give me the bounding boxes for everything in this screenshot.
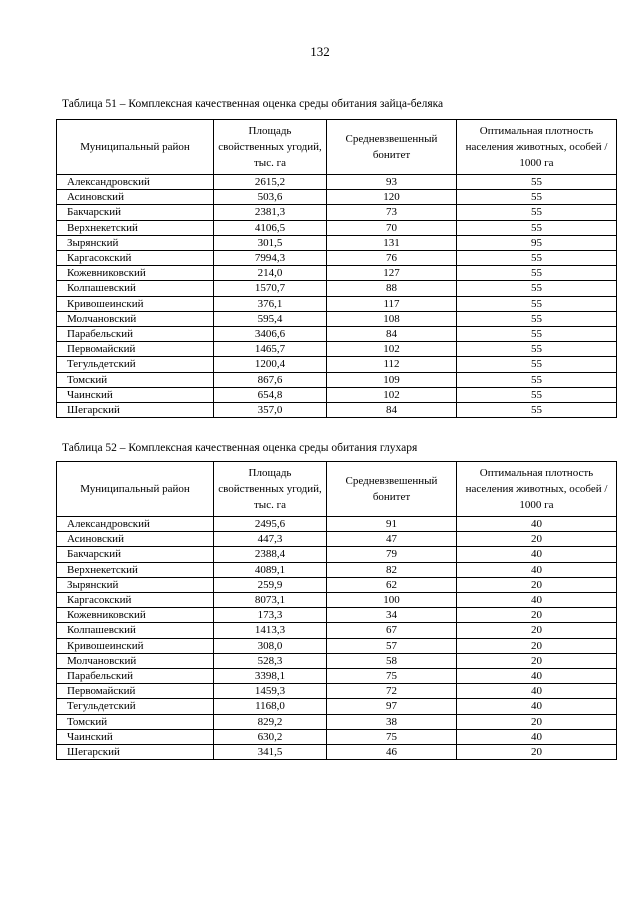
table-row xyxy=(57,327,617,342)
header-bonitet: Средневзвешенный бонитет xyxy=(327,462,457,517)
cell-district: Шегарский xyxy=(57,745,214,760)
cell-area: 1413,3 xyxy=(214,623,327,638)
cell-district: Первомайский xyxy=(57,684,214,699)
table-header-row xyxy=(57,120,617,175)
cell-district: Колпашевский xyxy=(57,281,214,296)
cell-density: 20 xyxy=(457,623,617,638)
cell-area: 447,3 xyxy=(214,532,327,547)
table-row xyxy=(57,547,617,562)
cell-bonitet: 100 xyxy=(327,593,457,608)
cell-district: Александровский xyxy=(57,517,214,532)
cell-bonitet: 120 xyxy=(327,190,457,205)
header-area: Площадь свойственных угодий, тыс. га xyxy=(214,120,327,175)
cell-bonitet: 79 xyxy=(327,547,457,562)
cell-density: 55 xyxy=(457,266,617,281)
cell-density: 55 xyxy=(457,327,617,342)
cell-district: Парабельский xyxy=(57,327,214,342)
table-row xyxy=(57,357,617,372)
cell-density: 55 xyxy=(457,251,617,266)
cell-area: 2495,6 xyxy=(214,517,327,532)
cell-bonitet: 57 xyxy=(327,638,457,653)
table-row xyxy=(57,175,617,190)
table-51 xyxy=(56,119,617,418)
cell-area: 7994,3 xyxy=(214,251,327,266)
cell-district: Кривошеинский xyxy=(57,296,214,311)
cell-district: Верхнекетский xyxy=(57,562,214,577)
header-density: Оптимальная плотность населения животных, особей / 1000 га xyxy=(457,120,617,175)
cell-area: 2381,3 xyxy=(214,205,327,220)
table-row xyxy=(57,205,617,220)
cell-district: Асиновский xyxy=(57,532,214,547)
cell-density: 55 xyxy=(457,220,617,235)
cell-density: 20 xyxy=(457,608,617,623)
cell-density: 20 xyxy=(457,745,617,760)
cell-bonitet: 67 xyxy=(327,623,457,638)
table-row xyxy=(57,577,617,592)
cell-bonitet: 70 xyxy=(327,220,457,235)
cell-area: 1168,0 xyxy=(214,699,327,714)
cell-district: Колпашевский xyxy=(57,623,214,638)
cell-bonitet: 88 xyxy=(327,281,457,296)
cell-bonitet: 93 xyxy=(327,175,457,190)
cell-density: 20 xyxy=(457,577,617,592)
cell-area: 1465,7 xyxy=(214,342,327,357)
cell-area: 3398,1 xyxy=(214,669,327,684)
cell-bonitet: 102 xyxy=(327,342,457,357)
header-area: Площадь свойственных угодий, тыс. га xyxy=(214,462,327,517)
cell-density: 55 xyxy=(457,296,617,311)
cell-area: 3406,6 xyxy=(214,327,327,342)
cell-density: 55 xyxy=(457,342,617,357)
cell-area: 214,0 xyxy=(214,266,327,281)
cell-district: Парабельский xyxy=(57,669,214,684)
cell-area: 867,6 xyxy=(214,372,327,387)
page-number: 132 xyxy=(310,44,330,59)
header-district: Муниципальный район xyxy=(57,120,214,175)
table-row xyxy=(57,593,617,608)
cell-district: Зырянский xyxy=(57,235,214,250)
cell-density: 55 xyxy=(457,403,617,418)
table-row xyxy=(57,296,617,311)
cell-density: 95 xyxy=(457,235,617,250)
cell-area: 1570,7 xyxy=(214,281,327,296)
cell-area: 1459,3 xyxy=(214,684,327,699)
cell-density: 40 xyxy=(457,593,617,608)
table-row xyxy=(57,372,617,387)
cell-bonitet: 82 xyxy=(327,562,457,577)
cell-district: Асиновский xyxy=(57,190,214,205)
table-header-row xyxy=(57,462,617,517)
cell-area: 654,8 xyxy=(214,387,327,402)
cell-district: Александровский xyxy=(57,175,214,190)
cell-area: 2388,4 xyxy=(214,547,327,562)
cell-area: 341,5 xyxy=(214,745,327,760)
table-row xyxy=(57,235,617,250)
cell-bonitet: 108 xyxy=(327,311,457,326)
cell-density: 20 xyxy=(457,638,617,653)
cell-district: Молчановский xyxy=(57,653,214,668)
cell-density: 40 xyxy=(457,729,617,744)
header-density: Оптимальная плотность населения животных, особей / 1000 га xyxy=(457,462,617,517)
cell-area: 357,0 xyxy=(214,403,327,418)
cell-density: 40 xyxy=(457,517,617,532)
cell-area: 4106,5 xyxy=(214,220,327,235)
cell-district: Каргасокский xyxy=(57,593,214,608)
cell-district: Кривошеинский xyxy=(57,638,214,653)
cell-density: 20 xyxy=(457,714,617,729)
cell-area: 308,0 xyxy=(214,638,327,653)
cell-district: Кожевниковский xyxy=(57,266,214,281)
table-row xyxy=(57,562,617,577)
cell-bonitet: 109 xyxy=(327,372,457,387)
cell-area: 301,5 xyxy=(214,235,327,250)
cell-bonitet: 102 xyxy=(327,387,457,402)
cell-bonitet: 34 xyxy=(327,608,457,623)
table-row xyxy=(57,403,617,418)
cell-district: Бакчарский xyxy=(57,547,214,562)
cell-area: 8073,1 xyxy=(214,593,327,608)
cell-bonitet: 46 xyxy=(327,745,457,760)
table-row xyxy=(57,387,617,402)
cell-district: Томский xyxy=(57,714,214,729)
table-row xyxy=(57,532,617,547)
table-52 xyxy=(56,461,617,760)
cell-density: 40 xyxy=(457,699,617,714)
cell-bonitet: 117 xyxy=(327,296,457,311)
cell-bonitet: 75 xyxy=(327,729,457,744)
table-row xyxy=(57,684,617,699)
table-52-body xyxy=(57,517,617,760)
table-row xyxy=(57,517,617,532)
table-row xyxy=(57,220,617,235)
cell-district: Первомайский xyxy=(57,342,214,357)
cell-bonitet: 75 xyxy=(327,669,457,684)
cell-district: Зырянский xyxy=(57,577,214,592)
cell-district: Чаинский xyxy=(57,729,214,744)
table-row xyxy=(57,699,617,714)
cell-district: Томский xyxy=(57,372,214,387)
table-51-body xyxy=(57,175,617,418)
cell-area: 595,4 xyxy=(214,311,327,326)
cell-density: 40 xyxy=(457,562,617,577)
table-row xyxy=(57,638,617,653)
table-row xyxy=(57,281,617,296)
table-row xyxy=(57,266,617,281)
cell-density: 55 xyxy=(457,190,617,205)
table-52-caption: Таблица 52 – Комплексная качественная оценка среды обитания глухаря xyxy=(62,442,418,454)
cell-bonitet: 112 xyxy=(327,357,457,372)
table-row xyxy=(57,311,617,326)
cell-area: 1200,4 xyxy=(214,357,327,372)
cell-density: 55 xyxy=(457,387,617,402)
cell-district: Бакчарский xyxy=(57,205,214,220)
cell-bonitet: 84 xyxy=(327,327,457,342)
cell-density: 20 xyxy=(457,653,617,668)
header-bonitet: Средневзвешенный бонитет xyxy=(327,120,457,175)
cell-district: Шегарский xyxy=(57,403,214,418)
table-row xyxy=(57,608,617,623)
cell-bonitet: 72 xyxy=(327,684,457,699)
cell-bonitet: 131 xyxy=(327,235,457,250)
table-row xyxy=(57,745,617,760)
table-row xyxy=(57,342,617,357)
header-district: Муниципальный район xyxy=(57,462,214,517)
cell-density: 55 xyxy=(457,311,617,326)
table-row xyxy=(57,251,617,266)
cell-density: 55 xyxy=(457,175,617,190)
table-51-caption: Таблица 51 – Комплексная качественная оценка среды обитания зайца-беляка xyxy=(62,98,444,110)
cell-area: 829,2 xyxy=(214,714,327,729)
cell-bonitet: 58 xyxy=(327,653,457,668)
cell-bonitet: 127 xyxy=(327,266,457,281)
cell-density: 55 xyxy=(457,357,617,372)
cell-bonitet: 47 xyxy=(327,532,457,547)
cell-area: 376,1 xyxy=(214,296,327,311)
cell-bonitet: 84 xyxy=(327,403,457,418)
cell-density: 20 xyxy=(457,532,617,547)
cell-bonitet: 62 xyxy=(327,577,457,592)
cell-bonitet: 91 xyxy=(327,517,457,532)
cell-district: Верхнекетский xyxy=(57,220,214,235)
table-row xyxy=(57,729,617,744)
cell-bonitet: 73 xyxy=(327,205,457,220)
table-row xyxy=(57,669,617,684)
cell-density: 40 xyxy=(457,669,617,684)
cell-area: 2615,2 xyxy=(214,175,327,190)
table-row xyxy=(57,653,617,668)
cell-district: Чаинский xyxy=(57,387,214,402)
table-row xyxy=(57,714,617,729)
cell-density: 55 xyxy=(457,205,617,220)
cell-district: Тегульдетский xyxy=(57,357,214,372)
cell-district: Каргасокский xyxy=(57,251,214,266)
cell-district: Молчановский xyxy=(57,311,214,326)
cell-bonitet: 38 xyxy=(327,714,457,729)
cell-density: 55 xyxy=(457,281,617,296)
table-row xyxy=(57,190,617,205)
cell-bonitet: 76 xyxy=(327,251,457,266)
cell-area: 528,3 xyxy=(214,653,327,668)
cell-bonitet: 97 xyxy=(327,699,457,714)
cell-area: 173,3 xyxy=(214,608,327,623)
cell-area: 4089,1 xyxy=(214,562,327,577)
table-row xyxy=(57,623,617,638)
cell-area: 503,6 xyxy=(214,190,327,205)
cell-density: 40 xyxy=(457,547,617,562)
cell-area: 259,9 xyxy=(214,577,327,592)
cell-district: Тегульдетский xyxy=(57,699,214,714)
cell-district: Кожевниковский xyxy=(57,608,214,623)
cell-area: 630,2 xyxy=(214,729,327,744)
cell-density: 55 xyxy=(457,372,617,387)
cell-density: 40 xyxy=(457,684,617,699)
